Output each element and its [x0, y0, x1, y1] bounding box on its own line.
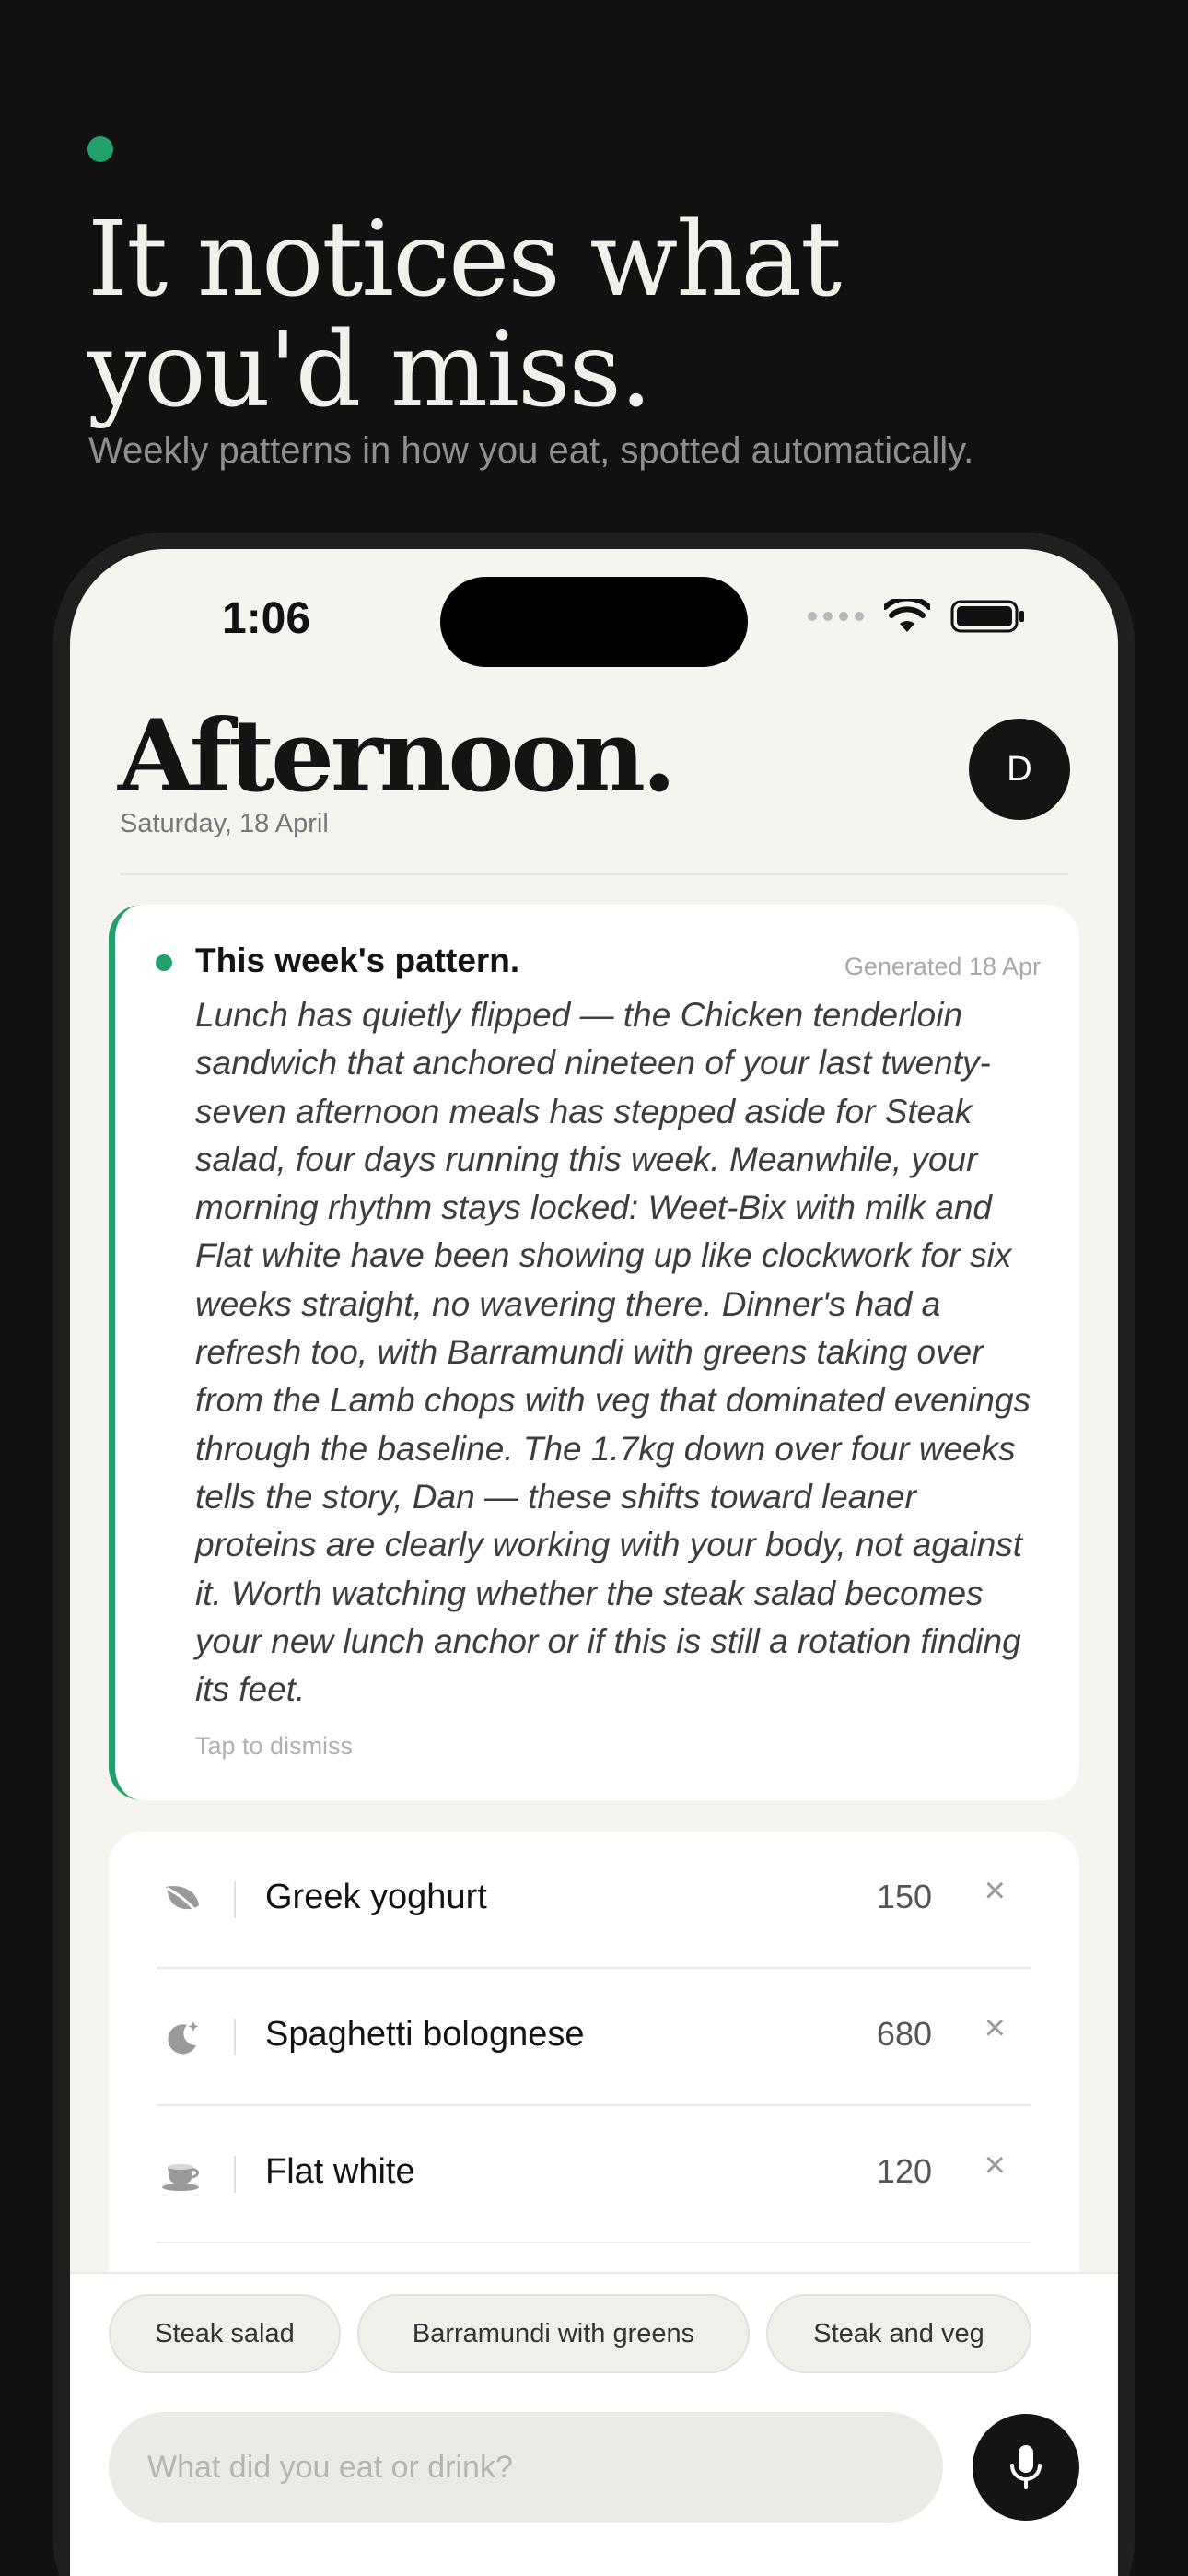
coffee-cup-icon	[157, 2149, 208, 2200]
food-calories: 120	[876, 2152, 932, 2190]
remove-entry-button[interactable]: ×	[984, 1870, 1006, 1911]
food-log-list	[109, 1832, 1079, 2311]
suggestion-chip[interactable]: Barramundi with greens	[357, 2294, 750, 2373]
promo-subtitle: Weekly patterns in how you eat, spotted automatically.	[88, 430, 974, 471]
food-name: Spaghetti bolognese	[265, 2015, 585, 2054]
phone-screen	[70, 549, 1118, 2576]
food-name: Flat white	[265, 2152, 415, 2191]
food-calories: 150	[876, 1878, 932, 1915]
remove-entry-button[interactable]: ×	[984, 2145, 1006, 2185]
dismiss-hint[interactable]: Tap to dismiss	[195, 1732, 354, 1760]
row-divider	[234, 2019, 236, 2055]
battery-icon	[950, 599, 1026, 634]
avatar-button[interactable]: D	[969, 719, 1070, 820]
leaf-icon	[157, 1874, 208, 1926]
pattern-indicator-dot	[156, 954, 172, 971]
pattern-generated-date: Generated 18 Apr	[844, 953, 1041, 980]
microphone-icon	[1007, 2443, 1044, 2491]
row-divider	[234, 1881, 236, 1918]
food-calories: 680	[876, 2015, 932, 2053]
status-time: 1:06	[222, 594, 311, 643]
pattern-body: Lunch has quietly flipped — the Chicken tenderloin sandwich that anchored nineteen of your last twenty-seven afternoon meals has stepped aside for Steak salad, four days running this week. Meanwhile, your morning rhythm stays locked: Weet-Bix with milk and Flat white have been showing up like clockwork for six weeks straight, no wavering there. Dinner's had a refresh too, with Barramundi with greens taking over from the Lamb chops with veg that dominated evenings through the baseline. The 1.7kg down over four weeks tells the story, Dan — these shifts toward leaner proteins are clearly working with your body, not against it. Worth watching whether the steak salad becomes your new lunch anchor or if this is still a rotation finding its feet.	[195, 996, 1031, 1709]
header-divider	[120, 873, 1068, 875]
suggestion-chip[interactable]: Steak salad	[109, 2294, 341, 2373]
weekly-pattern-card[interactable]	[109, 905, 1079, 1800]
wifi-icon	[884, 599, 930, 634]
food-entry-input[interactable]: What did you eat or drink?	[109, 2412, 943, 2523]
moon-icon	[157, 2011, 208, 2063]
food-name: Greek yoghurt	[265, 1878, 487, 1916]
remove-entry-button[interactable]: ×	[984, 2008, 1006, 2048]
greeting-title: Afternoon.	[118, 698, 673, 814]
greeting-date: Saturday, 18 April	[120, 809, 329, 838]
status-icons	[808, 599, 1026, 634]
promo-accent-dot	[87, 136, 113, 162]
microphone-button[interactable]	[973, 2414, 1079, 2521]
food-log-row[interactable]	[157, 2106, 1031, 2243]
promo-headline: It notices what you'd miss.	[87, 200, 841, 430]
suggestion-chip[interactable]: Steak and veg	[766, 2294, 1031, 2373]
signal-icon	[808, 612, 864, 621]
pattern-title: This week's pattern.	[195, 942, 520, 979]
row-divider	[234, 2156, 236, 2193]
composer-panel	[70, 2272, 1118, 2576]
food-log-row[interactable]	[157, 1969, 1031, 2106]
food-log-row[interactable]	[157, 1832, 1031, 1969]
dynamic-island	[440, 577, 748, 667]
